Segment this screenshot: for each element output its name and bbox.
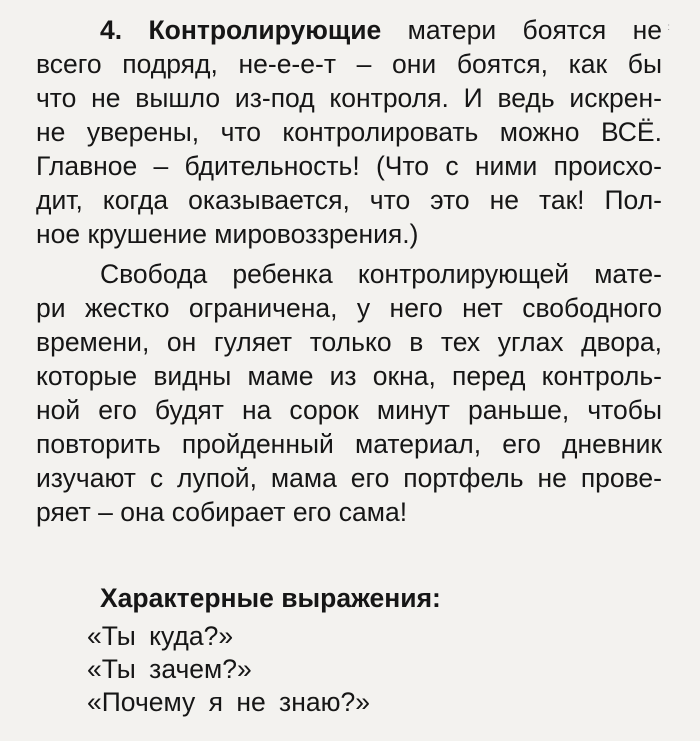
paragraph-1-line-1 — [100, 12, 662, 48]
paragraph-1-lead-text: матери боятся не — [407, 15, 662, 45]
paragraph-2-line-1: Свобода ребенка контролирующей мате- — [100, 259, 662, 289]
expressions-heading: Характерные выражения: — [100, 583, 441, 613]
paragraph-2-line-6: повторить пройденный материал, его дневник — [36, 429, 662, 459]
paragraph-1-line-5: Главное – бдительность! (Что с ними происхо- — [36, 151, 662, 181]
paragraph-1-line-3: что не вышло из-под контроля. И ведь искрен- — [36, 83, 662, 113]
paragraph-2-line-7: изучают с лупой, мама его портфель не прове- — [36, 463, 662, 493]
paragraph-1-line-4: не уверены, что контролировать можно ВСЁ. — [36, 117, 662, 147]
corner-mark: : — [667, 22, 670, 33]
expression-item: «Почему я не знаю?» — [87, 687, 370, 717]
paragraph-2-line-4: которые видны маме из окна, перед контроль- — [36, 361, 662, 391]
expression-item: «Ты куда?» — [87, 621, 234, 651]
paragraph-1-line-2: всего подряд, не-е-е-т – они боятся, как бы — [36, 49, 662, 79]
paragraph-2-line-8: ряет – она собирает его сама! — [36, 497, 408, 527]
paragraph-1-line-6: дит, когда оказывается, что это не так! Пол- — [36, 185, 662, 215]
paragraph-2-line-5: ной его будят на сорок минут раньше, чтобы — [36, 395, 662, 425]
paragraph-1-line-7: ное крушение мировоззрения.) — [36, 219, 419, 249]
section-title: 4. Контролирующие — [100, 15, 382, 45]
paragraph-2-line-2: ри жестко ограничена, у него нет свободного — [36, 293, 662, 323]
expression-item: «Ты зачем?» — [87, 654, 252, 684]
paragraph-2-line-3: времени, он гуляет только в тех углах двора, — [36, 327, 662, 357]
